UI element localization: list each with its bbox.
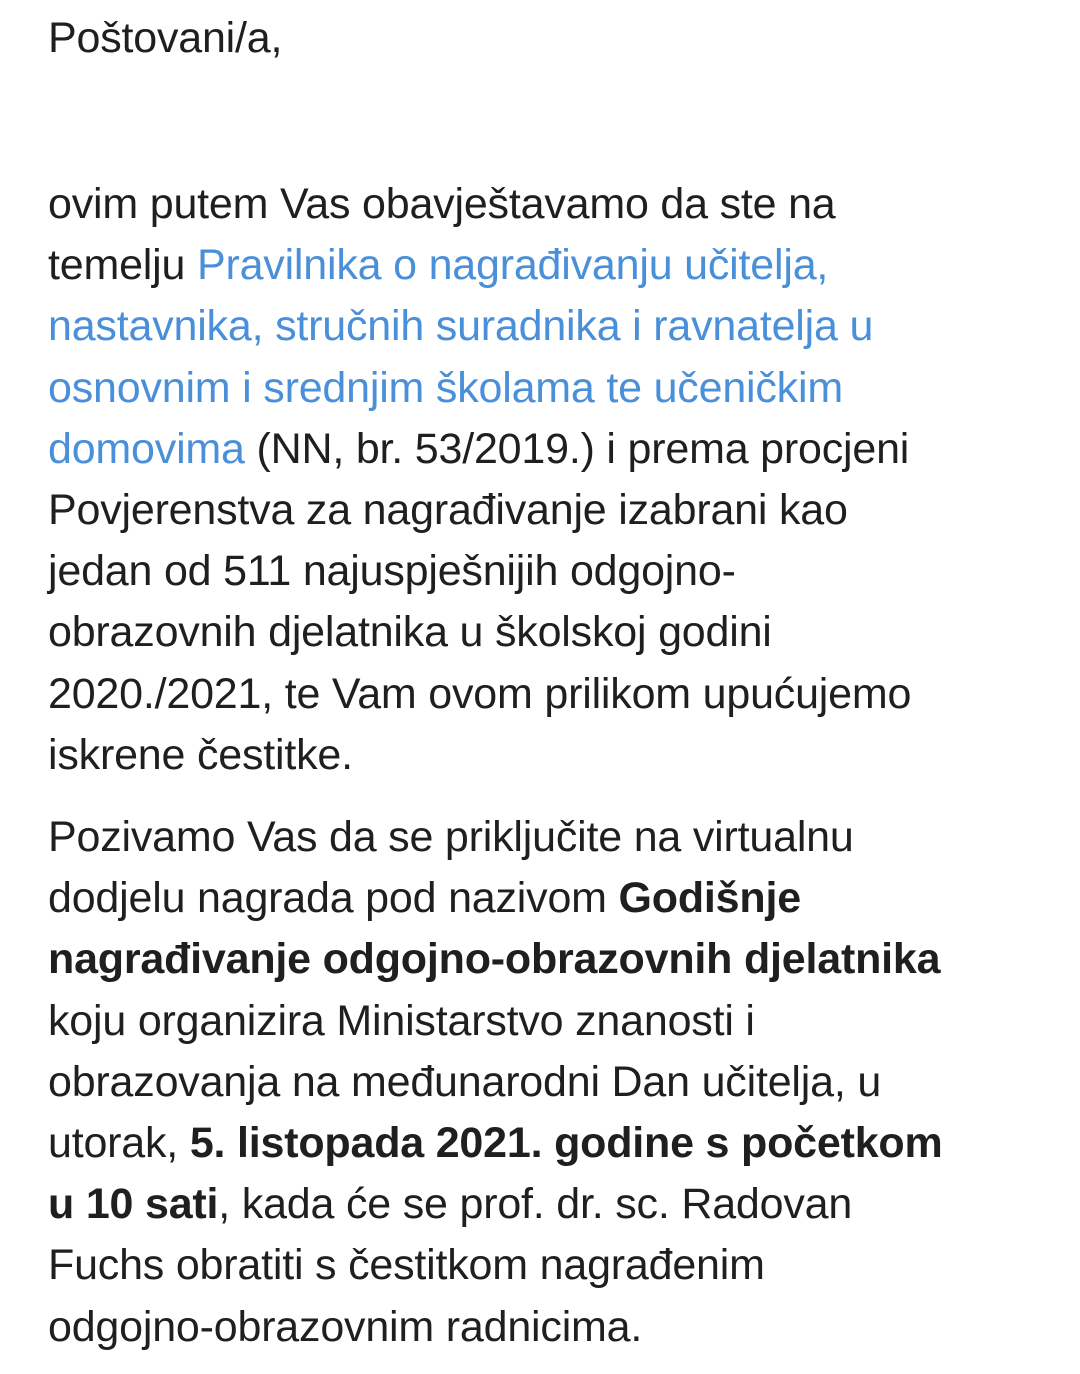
- text-line: [48, 929, 943, 990]
- text-line: jedan od 511 najuspješnijih odgojno-: [48, 547, 736, 596]
- text-line: [48, 1174, 943, 1235]
- greeting: Poštovani/a,: [48, 14, 283, 62]
- regulation-link[interactable]: osnovnim i srednjim školama te učeničkim: [48, 363, 843, 412]
- text-line: Povjerenstva za nagrađivanje izabrani kao: [48, 486, 848, 535]
- text-line: Pozivamo Vas da se priključite na virtualnu: [48, 813, 854, 861]
- text-line: 2020./2021, te Vam ovom prilikom upućujemo: [48, 669, 912, 718]
- event-name-bold: nagrađivanje odgojno-obrazovnih djelatnika: [48, 935, 941, 984]
- text-line: [48, 235, 911, 296]
- text-line: Fuchs obratiti s čestitkom nagrađenim: [48, 1241, 765, 1290]
- text-segment: temelju: [48, 241, 197, 290]
- text-segment: utorak,: [48, 1119, 190, 1168]
- regulation-link[interactable]: nastavnika, stručnih suradnika i ravnatelja u: [48, 302, 874, 351]
- event-date-bold: 5. listopada 2021. godine s početkom: [189, 1119, 943, 1168]
- event-time-bold: u 10 sati: [48, 1180, 219, 1229]
- text-line: koju organizira Ministarstvo znanosti i: [48, 996, 755, 1045]
- text-line: obrazovnih djelatnika u školskoj godini: [48, 608, 772, 657]
- text-line: iskrene čestitke.: [48, 730, 353, 779]
- event-name-bold: Godišnje: [618, 874, 801, 923]
- text-segment: dodjelu nagrada pod nazivom: [48, 874, 619, 923]
- text-line: [48, 1113, 943, 1174]
- text-line: [48, 868, 943, 929]
- text-line: [48, 358, 911, 419]
- text-segment: (NN, br. 53/2019.) i prema procjeni: [244, 424, 910, 473]
- regulation-link[interactable]: Pravilnika o nagrađivanju učitelja,: [196, 241, 829, 290]
- regulation-link[interactable]: domovima: [48, 424, 245, 473]
- text-line: obrazovanja na međunarodni Dan učitelja, u: [48, 1057, 882, 1106]
- text-segment: , kada će se prof. dr. sc. Radovan: [218, 1180, 853, 1229]
- text-line: odgojno-obrazovnim radnicima.: [48, 1302, 643, 1351]
- text-line: [48, 296, 911, 357]
- paragraph-invitation: [48, 807, 943, 1358]
- text-line: [48, 419, 911, 480]
- text-line: ovim putem Vas obavještavamo da ste na: [48, 180, 836, 228]
- paragraph-notification: [48, 174, 911, 786]
